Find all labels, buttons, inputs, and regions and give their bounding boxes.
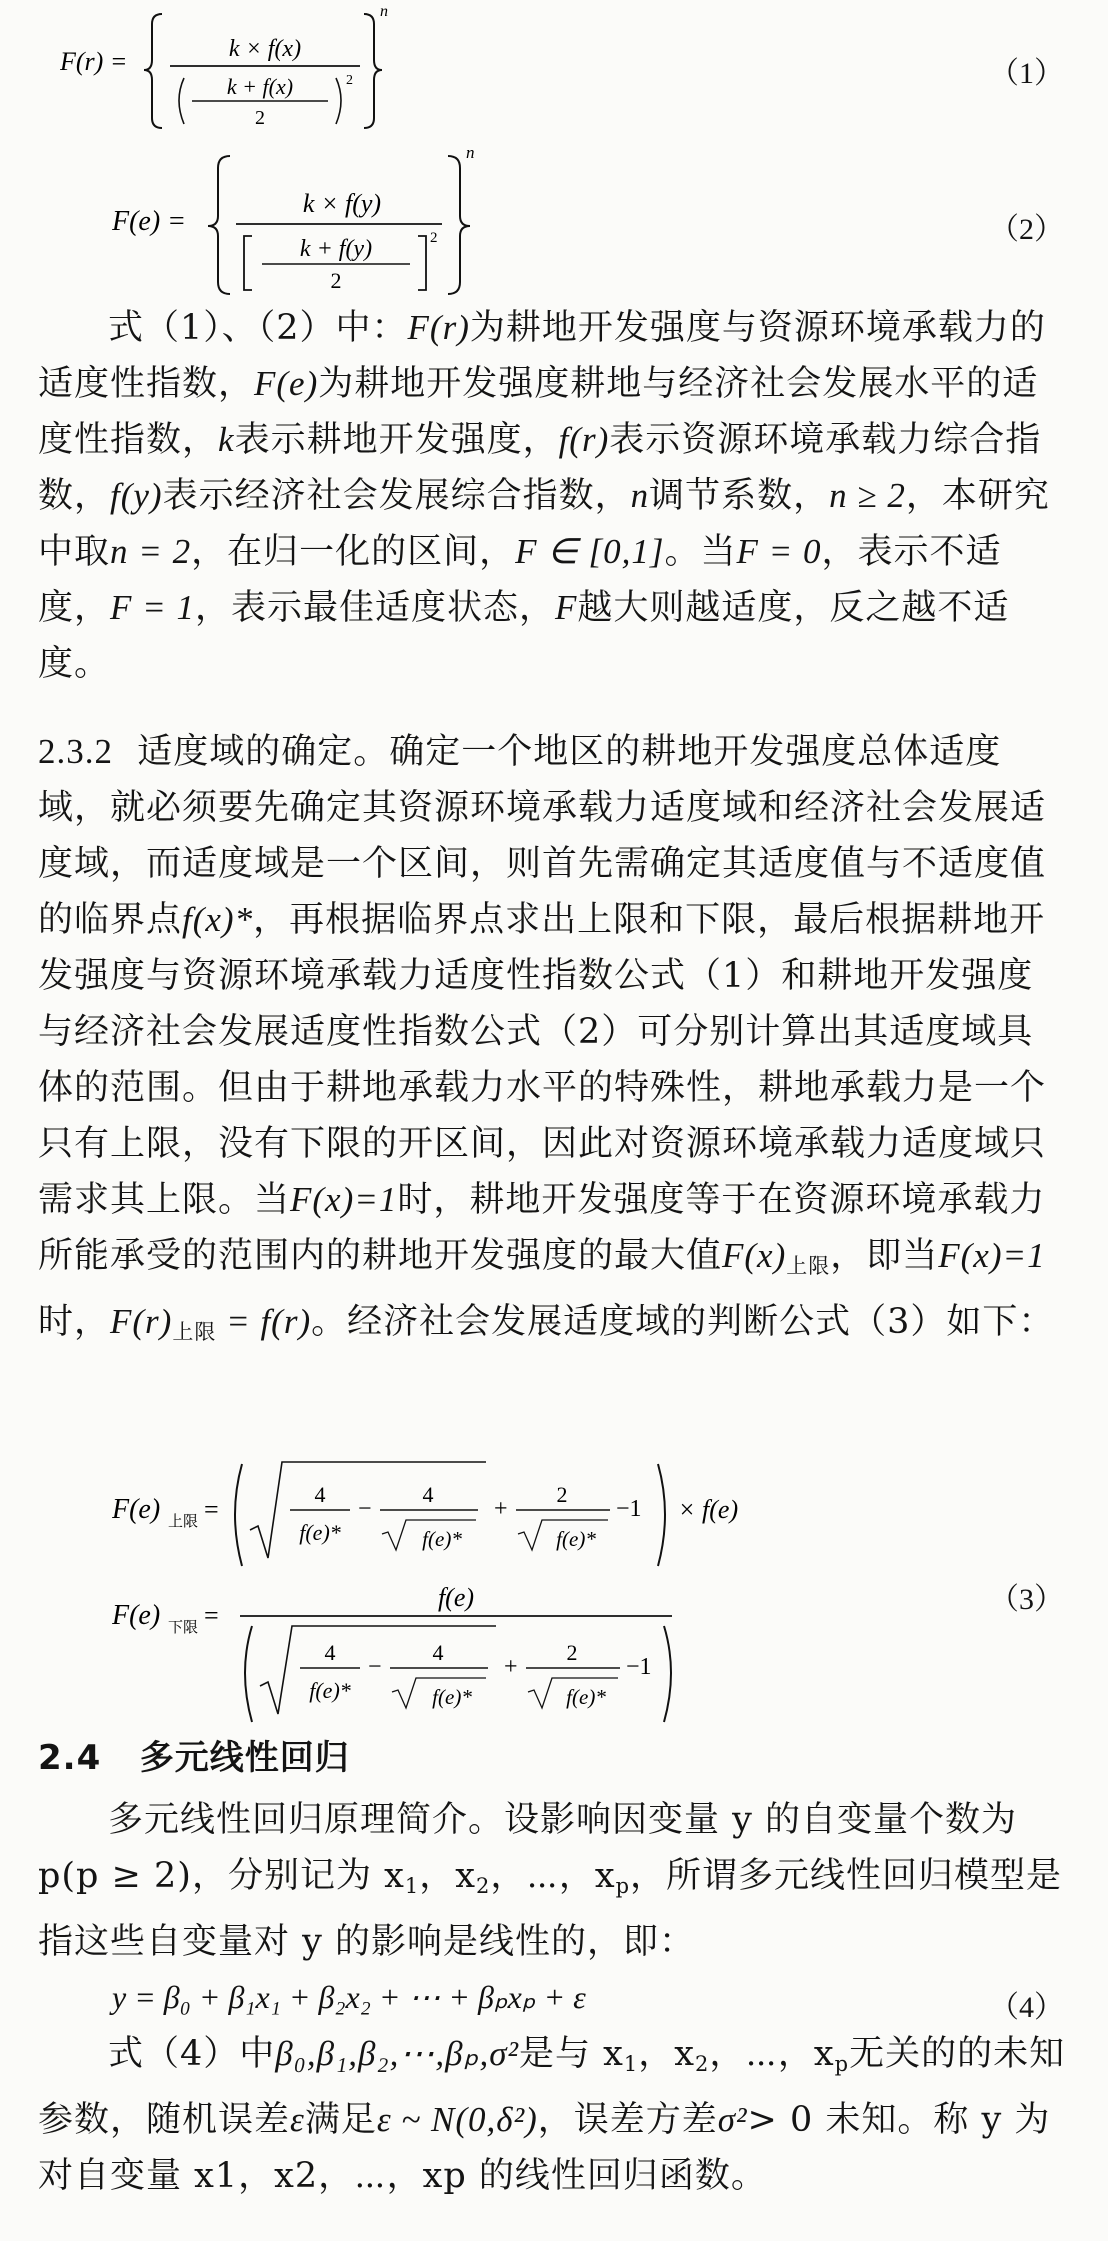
p2-math-Fx1b: F(x)=1 bbox=[938, 1236, 1046, 1275]
paragraph-1 bbox=[38, 300, 1068, 692]
eq1-right-brace bbox=[364, 14, 382, 128]
p1-math-fy: f(y) bbox=[110, 476, 163, 515]
p4-text: > 0 未知。称 y 为对自变量 x1，x2，⋯，xp 的线性回归函数。 bbox=[38, 2100, 1051, 2196]
p2-subscript-up: 上限 bbox=[786, 1254, 831, 1278]
p1-math-fr: f(r) bbox=[558, 420, 610, 459]
p1-text: 为耕地开发强度与资源环境承载力的适度性指数， bbox=[38, 308, 1046, 404]
p2-subscript-up: 上限 bbox=[172, 1320, 217, 1344]
eq3-upper-times-fe: × f(e) bbox=[678, 1495, 739, 1524]
p2-math-fx-star: f(x)* bbox=[182, 900, 254, 939]
eq3-lower-four: 4 bbox=[324, 1640, 336, 1665]
eq3-upper-fe-star-3: f(e)* bbox=[556, 1527, 596, 1551]
section-number: 2.4 bbox=[38, 1738, 102, 1778]
p2-math-Fr-up: F(r) bbox=[110, 1302, 173, 1341]
p1-math-F1: F = 1 bbox=[110, 588, 196, 627]
eq3-lower-minus: − bbox=[368, 1654, 382, 1680]
p3-subscript: 2 bbox=[475, 1874, 491, 1898]
eq3-upper-minus-one: −1 bbox=[616, 1496, 642, 1522]
p4-subscript: 2 bbox=[695, 2052, 710, 2076]
p3-text: 多元线性回归原理简介。设影响因变量 y 的自变量个数为 p(p ≥ 2)，分别记为 x bbox=[38, 1800, 1018, 1896]
eq3-upper-right-paren bbox=[658, 1464, 665, 1566]
eq3-upper-fe-star-2: f(e)* bbox=[422, 1527, 462, 1551]
eq3-lower-plus: + bbox=[504, 1654, 518, 1680]
p4-text: ，误差方差 bbox=[537, 2100, 718, 2140]
p2-math-eq-fr: = f(r) bbox=[216, 1302, 312, 1341]
p1-math-F0: F = 0 bbox=[736, 532, 822, 571]
equation-1-graphic bbox=[60, 0, 480, 140]
eq3-lower-fe-star: f(e)* bbox=[309, 1678, 351, 1703]
p4-subscript: p bbox=[834, 2052, 850, 2076]
eq3-lower-left-paren bbox=[245, 1626, 252, 1722]
p1-math-n-ge: n ≥ 2 bbox=[829, 476, 906, 515]
eq3-lower-eq: = bbox=[204, 1601, 219, 1630]
eq3-lower-sub: 下限 bbox=[168, 1620, 199, 1636]
eq4-label: （4） bbox=[989, 1991, 1064, 2024]
p4-subscript: 1 bbox=[623, 2052, 639, 2076]
p1-text: ，表示不适度， bbox=[38, 532, 1002, 628]
eq2-numerator: k × f(y) bbox=[302, 189, 382, 218]
eq1-power: n bbox=[380, 3, 388, 20]
eq2-inner-numerator: k + f(y) bbox=[299, 236, 373, 262]
subsection-number: 2.3.2 bbox=[38, 732, 113, 771]
p2-text: ，即当 bbox=[830, 1236, 939, 1276]
eq2-right-bracket bbox=[418, 236, 426, 290]
p1-text: 越大则越适度，反之越不适度。 bbox=[38, 588, 1010, 684]
eq1-left-paren bbox=[179, 78, 184, 124]
p3-text: ，⋯，x bbox=[490, 1856, 616, 1896]
eq3-upper-left-paren bbox=[235, 1464, 242, 1566]
paragraph-4 bbox=[38, 2026, 1068, 2204]
p3-text: ，所谓多元线性回归模型是指这些自变量对 y 的影响是线性的，即： bbox=[38, 1856, 1063, 1962]
p4-text: ，⋯，x bbox=[709, 2034, 835, 2074]
p4-math-sigma: σ² bbox=[717, 2100, 748, 2139]
eq3-upper-lhs: F(e) bbox=[112, 1494, 161, 1525]
p2-text: ，再根据临界点求出上限和下限，最后根据耕地开发强度与资源环境承载力适度性指数公式（1）和耕地开发强度与经济社会发展适度性指数公式（2）可分别计算出其适度域具体的范围。但由于耕地承载力水平的特殊性，耕地承载力是一个只有上限，没有下限的开区间，因此对资源环境承载力适度域只需求其上限。当 bbox=[38, 900, 1047, 1220]
paragraph-2 bbox=[38, 724, 1068, 1360]
eq1-left-brace bbox=[144, 14, 162, 128]
section-heading bbox=[38, 1730, 1068, 1786]
eq3-minus: − bbox=[358, 1496, 372, 1522]
p3-subscript: 1 bbox=[404, 1874, 420, 1898]
p1-math-F-in: F ∈ [0,1] bbox=[515, 532, 665, 571]
eq3-upper-sub: 上限 bbox=[168, 1514, 199, 1530]
p2-math-Fx1: F(x)=1 bbox=[290, 1180, 398, 1219]
equation-2-graphic bbox=[112, 140, 572, 300]
equation-2 bbox=[0, 140, 1108, 300]
eq2-left-bracket bbox=[244, 236, 252, 290]
eq3-upper-eq: = bbox=[204, 1495, 219, 1524]
p4-text: 是与 x bbox=[519, 2034, 624, 2074]
p4-math-params: β₀,β₁,β₂,⋯,βₚ,σ² bbox=[275, 2034, 520, 2073]
p1-text: 表示经济社会发展综合指数， bbox=[162, 476, 631, 516]
eq1-label: （1） bbox=[989, 57, 1064, 90]
equation-1 bbox=[0, 0, 1108, 140]
eq3-lower-two: 2 bbox=[566, 1640, 578, 1665]
eq1-right-paren bbox=[336, 78, 341, 124]
p3-subscript: p bbox=[615, 1874, 631, 1898]
eq3-plus: + bbox=[494, 1496, 508, 1522]
equation-3-graphic bbox=[112, 1450, 812, 1730]
eq3-upper-fe-star: f(e)* bbox=[299, 1520, 341, 1545]
eq2-inner-denominator: 2 bbox=[330, 268, 342, 293]
p4-math-eps: ε bbox=[290, 2100, 305, 2139]
eq3-upper-two: 2 bbox=[556, 1482, 568, 1507]
eq3-lower-four-2: 4 bbox=[432, 1640, 444, 1665]
p1-text: ，表示最佳适度状态， bbox=[195, 588, 556, 628]
p1-math-Fe: F(e) bbox=[254, 364, 319, 403]
p1-math-F: F bbox=[555, 588, 578, 627]
section-title: 多元线性回归 bbox=[139, 1738, 350, 1778]
p1-text: 式（1）、（2）中： bbox=[108, 308, 408, 348]
p4-math-dist: ε ~ N(0,δ²) bbox=[376, 2100, 538, 2139]
p3-text: ，x bbox=[419, 1856, 476, 1896]
eq3-label: （3） bbox=[989, 1583, 1064, 1616]
eq2-square: 2 bbox=[430, 230, 438, 246]
eq3-lower-fe-star-2: f(e)* bbox=[432, 1685, 472, 1709]
eq1-numerator: k × f(x) bbox=[228, 36, 302, 62]
eq3-upper-four: 4 bbox=[314, 1482, 326, 1507]
eq2-left-brace bbox=[208, 156, 230, 294]
p2-text: 时，耕地开发强度等于在资源环境承载力所能承受的范围内的耕地开发强度的最大值 bbox=[38, 1180, 1046, 1276]
p1-math-n-eq: n = 2 bbox=[110, 532, 192, 571]
p2-text: 时， bbox=[38, 1302, 111, 1342]
p1-math-k: k bbox=[218, 420, 235, 459]
eq3-upper-four-2: 4 bbox=[422, 1482, 434, 1507]
p1-text: 为耕地开发强度耕地与经济社会发展水平的适度性指数， bbox=[38, 364, 1039, 460]
eq3-lower-lhs: F(e) bbox=[112, 1600, 161, 1631]
p1-text: 表示资源环境承载力综合指数， bbox=[38, 420, 1042, 516]
eq2-label: （2） bbox=[989, 213, 1064, 246]
p2-text: 适度域的确定。确定一个地区的耕地开发强度总体适度域，就必须要先确定其资源环境承载力适度域和经济社会发展适度域，而适度域是一个区间，则首先需确定其适度值与不适度值的临界点 bbox=[38, 732, 1047, 940]
eq2-power: n bbox=[466, 143, 475, 162]
eq1-inner-numerator: k + f(x) bbox=[226, 74, 294, 99]
eq1-square: 2 bbox=[346, 73, 353, 88]
eq4-expression: y = β₀ + β₁x₁ + β₂x₂ + ⋯ + βₚxₚ + ε bbox=[112, 1979, 586, 2015]
p1-text: 调节系数， bbox=[649, 476, 830, 516]
eq1-inner-denominator: 2 bbox=[255, 107, 265, 129]
p1-math-n: n bbox=[630, 476, 650, 515]
p2-text: 。经济社会发展适度域的判断公式（3）如下： bbox=[311, 1302, 1055, 1342]
eq2-lhs: F(e) = bbox=[112, 206, 187, 237]
p1-text: ，本研究中取 bbox=[38, 476, 1050, 572]
equation-4 bbox=[0, 1970, 1108, 2030]
p4-text: ，x bbox=[638, 2034, 696, 2074]
eq3-lower-fe-star-3: f(e)* bbox=[566, 1685, 606, 1709]
paragraph-3 bbox=[38, 1792, 1068, 1970]
p1-math-Fr: F(r) bbox=[407, 308, 470, 347]
p4-text: 满足 bbox=[304, 2100, 377, 2140]
eq3-lower-minus-one: −1 bbox=[626, 1654, 652, 1680]
eq3-lower-right-paren bbox=[664, 1626, 671, 1722]
eq3-lower-numerator: f(e) bbox=[437, 1583, 475, 1612]
p4-text: 无关的的未知参数，随机误差 bbox=[38, 2034, 1066, 2140]
p1-text: 表示耕地开发强度， bbox=[234, 420, 559, 460]
eq2-right-brace bbox=[448, 156, 470, 294]
p4-text: 式（4）中 bbox=[108, 2034, 276, 2074]
p1-text: 。当 bbox=[664, 532, 737, 572]
eq1-lhs: F(r) = bbox=[60, 47, 128, 76]
p2-math-Fx-up: F(x) bbox=[722, 1236, 787, 1275]
p1-text: ，在归一化的区间， bbox=[191, 532, 516, 572]
equation-3 bbox=[0, 1450, 1108, 1730]
